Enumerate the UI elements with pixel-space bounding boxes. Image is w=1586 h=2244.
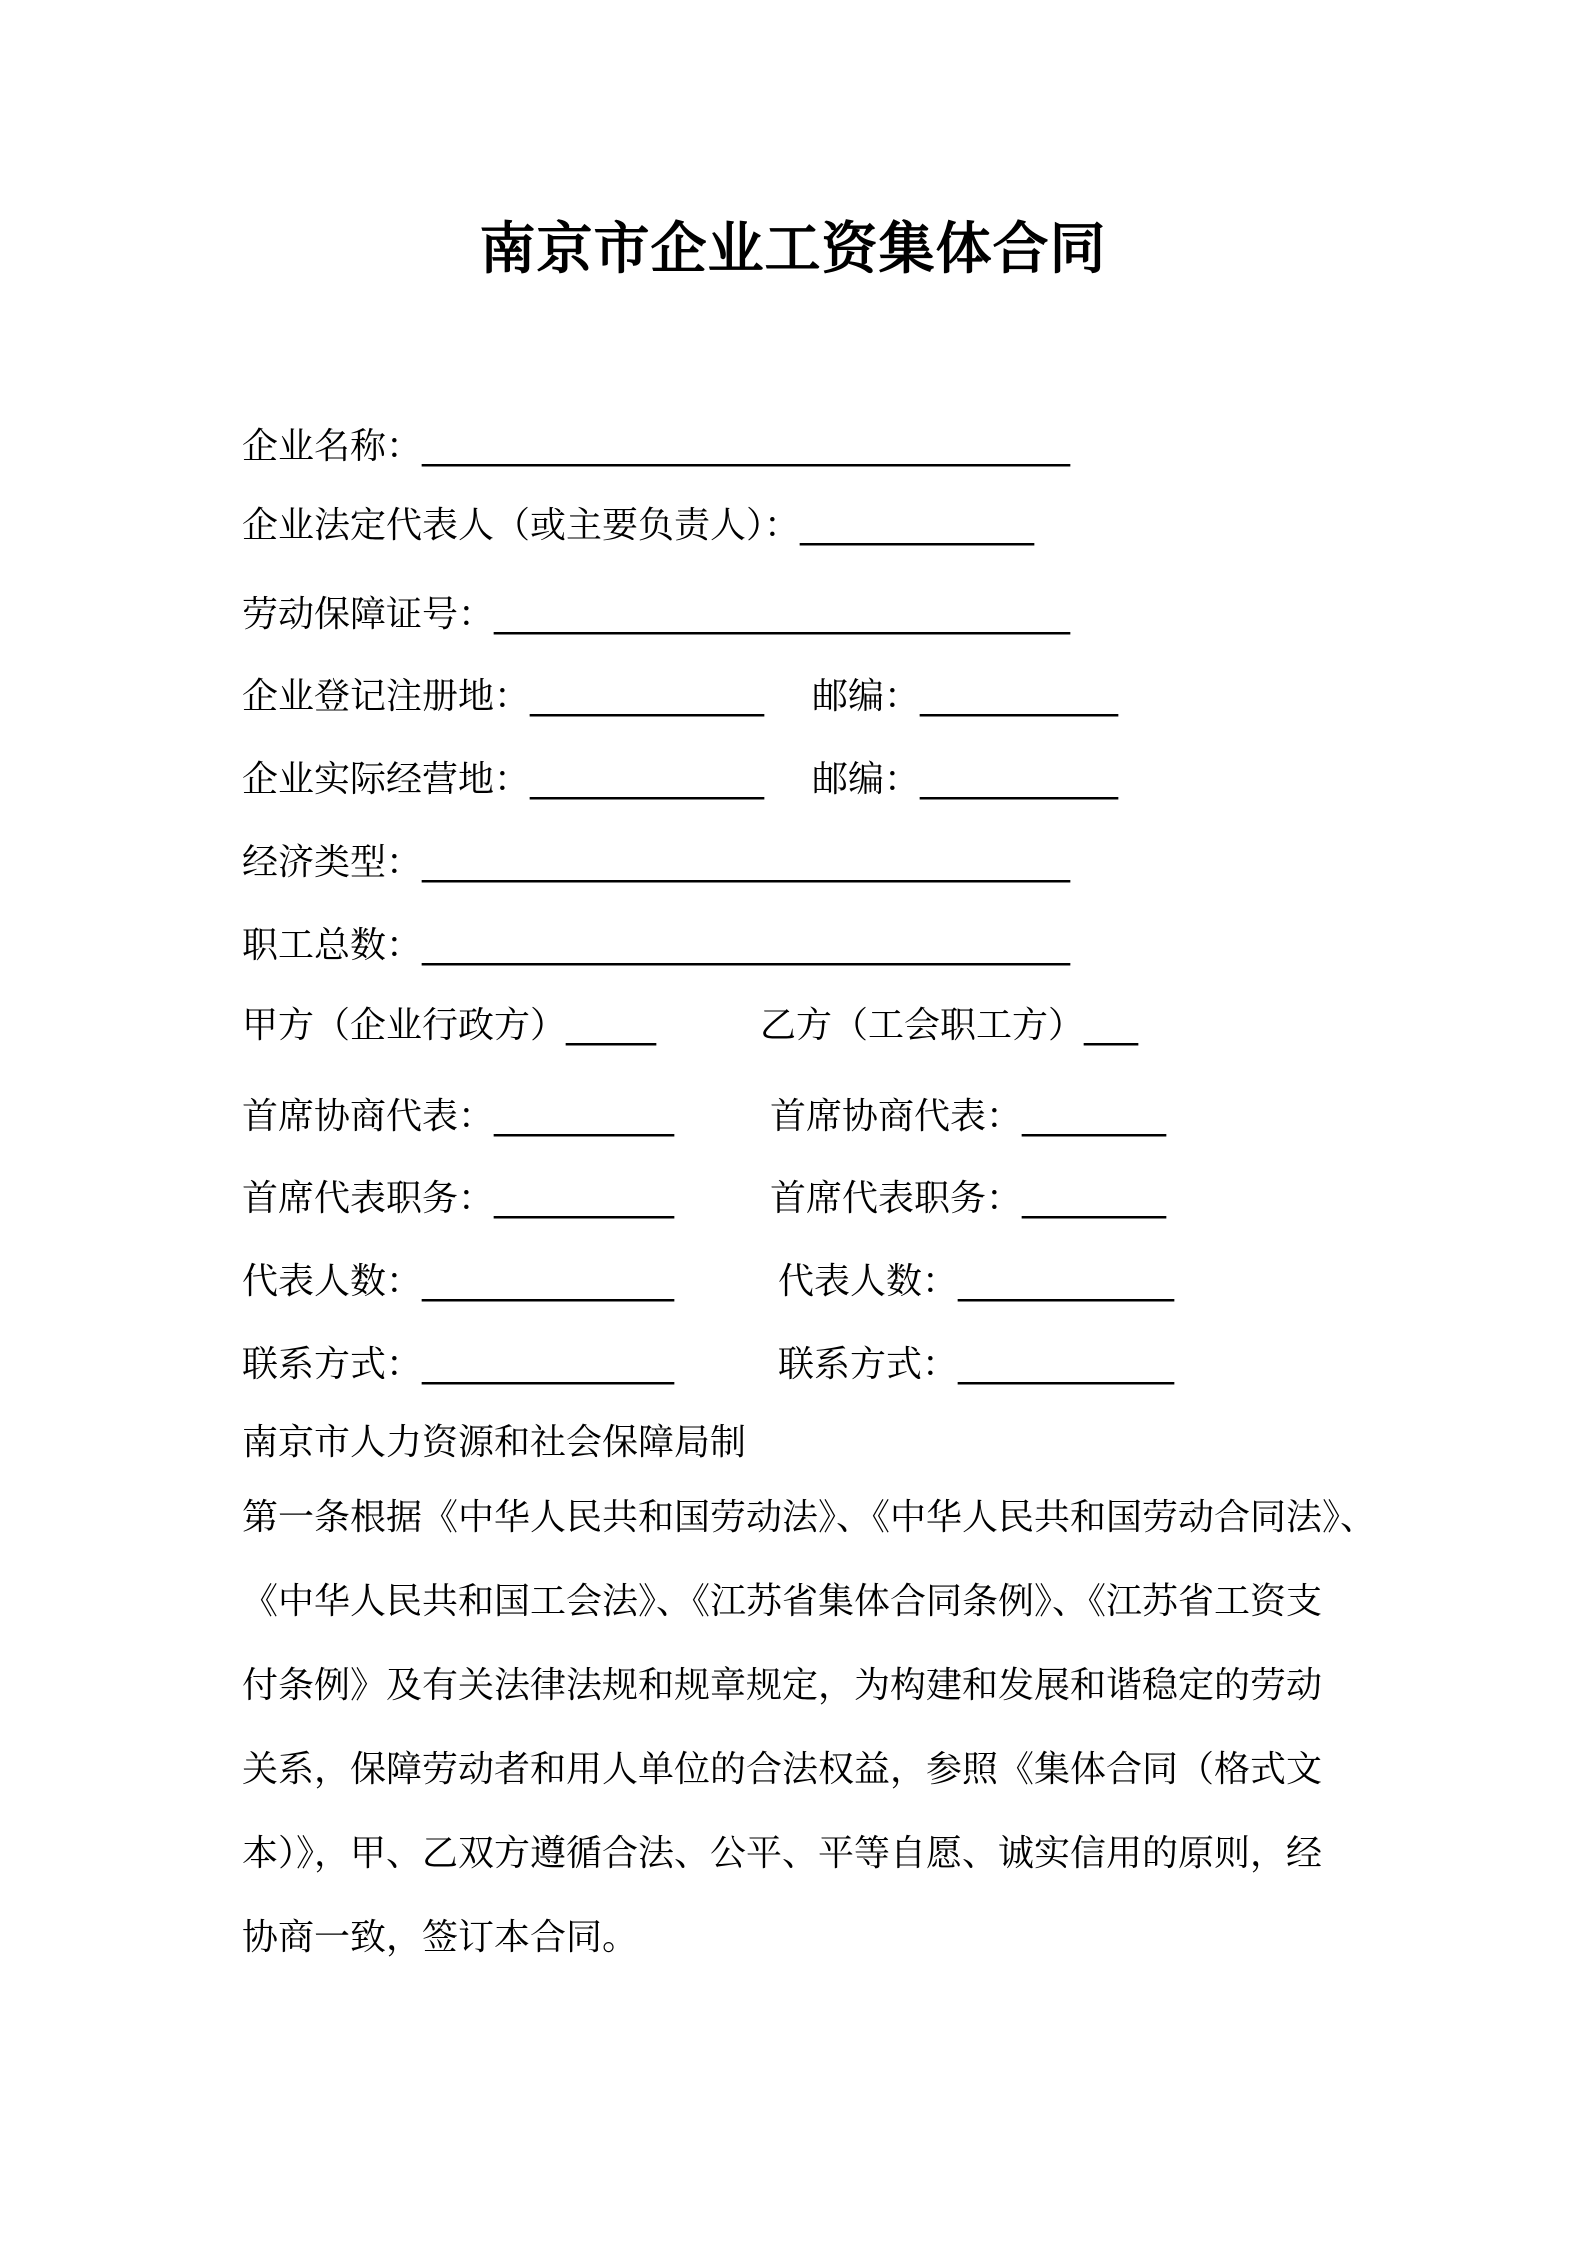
- party-a-heading: [242, 997, 656, 1048]
- fill-blank: ___________: [920, 676, 1119, 717]
- field-label: 首席协商代表：: [770, 1096, 1023, 1137]
- fill-blank: ________________________________: [494, 594, 1071, 635]
- fill-blank: _____________: [530, 676, 765, 717]
- fill-blank: _____: [566, 1005, 657, 1046]
- party-a-chief-negotiator: [242, 1088, 674, 1139]
- party-b-contact: [778, 1336, 1174, 1387]
- field-label: 企业名称：: [242, 426, 423, 467]
- field-registration-postcode: [812, 668, 1118, 719]
- fill-blank: ____________________________________: [422, 925, 1071, 966]
- paragraph-line: 本）》，甲、乙双方遵循合法、公平、平等自愿、诚实信用的原则，经: [242, 1833, 1323, 1874]
- fill-blank: ____________: [958, 1344, 1175, 1385]
- party-a-chief-position: [242, 1170, 674, 1221]
- field-registration-address: [242, 668, 764, 719]
- field-labor-certificate: [242, 586, 1070, 637]
- field-label: 代表人数：: [778, 1261, 959, 1302]
- fill-blank: __________: [494, 1096, 675, 1137]
- field-label: 企业法定代表人（或主要负责人）：: [242, 505, 801, 546]
- field-actual-address: [242, 751, 764, 802]
- field-label: 首席代表职务：: [770, 1178, 1023, 1219]
- field-label: 首席协商代表：: [242, 1096, 495, 1137]
- fill-blank: ____________________________________: [422, 426, 1071, 467]
- fill-blank: _____________: [800, 505, 1035, 546]
- field-label: 企业实际经营地：: [242, 759, 531, 800]
- field-label: 联系方式：: [778, 1344, 959, 1385]
- fill-blank: ____________________________________: [422, 842, 1071, 883]
- field-economic-type: [242, 834, 1070, 885]
- field-label: 劳动保障证号：: [242, 594, 495, 635]
- field-legal-representative: [242, 497, 1034, 548]
- field-company-name: [242, 418, 1070, 469]
- party-a-label: 甲方（企业行政方）: [242, 1005, 567, 1046]
- fill-blank: _____________: [530, 759, 765, 800]
- field-label: 邮编：: [812, 676, 921, 717]
- paragraph-line: 付条例》及有关法律法规和规章规定，为构建和发展和谐稳定的劳动: [242, 1665, 1323, 1706]
- fill-blank: ______________: [422, 1261, 675, 1302]
- field-actual-postcode: [812, 751, 1118, 802]
- field-label: 职工总数：: [242, 925, 423, 966]
- fill-blank: ___________: [920, 759, 1119, 800]
- fill-blank: ________: [1022, 1096, 1167, 1137]
- field-label: 邮编：: [812, 759, 921, 800]
- article-1-paragraph: [242, 1476, 1377, 1980]
- party-b-heading: [760, 997, 1138, 1048]
- fill-blank: ______________: [422, 1344, 675, 1385]
- paragraph-line: 《中华人民共和国工会法》、《江苏省集体合同条例》、《江苏省工资支: [242, 1581, 1323, 1622]
- party-a-contact: [242, 1336, 674, 1387]
- field-total-staff: [242, 917, 1070, 968]
- document-title: 南京市企业工资集体合同: [479, 217, 1107, 282]
- party-b-chief-position: [770, 1170, 1166, 1221]
- party-b-label: 乙方（工会职工方）: [760, 1005, 1085, 1046]
- fill-blank: ___: [1084, 1005, 1139, 1046]
- paragraph-line: 第一条根据《中华人民共和国劳动法》、《中华人民共和国劳动合同法》、: [242, 1497, 1377, 1538]
- field-label: 联系方式：: [242, 1344, 423, 1385]
- fill-blank: __________: [494, 1178, 675, 1219]
- party-b-chief-negotiator: [770, 1088, 1166, 1139]
- field-label: 经济类型：: [242, 842, 423, 883]
- field-label: 代表人数：: [242, 1261, 423, 1302]
- paragraph-line: 关系，保障劳动者和用人单位的合法权益，参照《集体合同（格式文: [242, 1749, 1323, 1790]
- issuer-line: 南京市人力资源和社会保障局制: [242, 1422, 747, 1463]
- party-b-representatives: [778, 1253, 1174, 1304]
- field-label: 企业登记注册地：: [242, 676, 531, 717]
- fill-blank: ____________: [958, 1261, 1175, 1302]
- paragraph-line: 协商一致，签订本合同。: [242, 1917, 639, 1958]
- fill-blank: ________: [1022, 1178, 1167, 1219]
- field-label: 首席代表职务：: [242, 1178, 495, 1219]
- party-a-representatives: [242, 1253, 674, 1304]
